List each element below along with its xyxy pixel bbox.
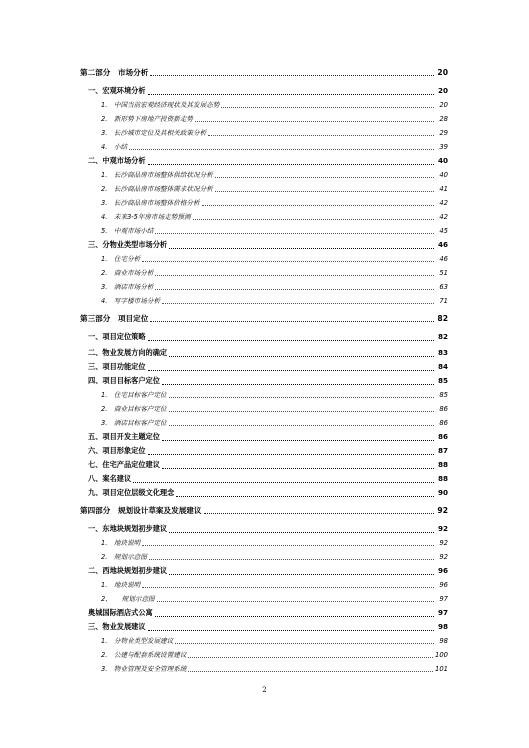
- toc-entry-title: 3. 长沙商品房市场整体价格分析: [101, 199, 200, 207]
- toc-entry-page: 86: [439, 419, 448, 427]
- toc-entry[interactable]: [80, 505, 448, 517]
- toc-entry[interactable]: [101, 295, 448, 307]
- toc-entry[interactable]: [101, 537, 448, 549]
- toc-entry[interactable]: [101, 403, 448, 415]
- toc-entry-title: 1. 地块说明: [101, 539, 141, 547]
- dot-leader: [157, 601, 434, 602]
- dot-leader: [155, 275, 434, 276]
- dot-leader: [162, 440, 434, 441]
- toc-entry-page: 84: [437, 362, 448, 371]
- toc-entry-page: 28: [439, 115, 448, 123]
- toc-entry[interactable]: [88, 523, 448, 535]
- dot-leader: [148, 454, 434, 455]
- toc-entry-page: 92: [439, 553, 448, 561]
- toc-entry-page: 92: [439, 539, 448, 547]
- dot-leader: [129, 149, 434, 150]
- toc-entry-title: 2. 长沙商品房市场整体需求状况分析: [101, 185, 213, 193]
- toc-entry-page: 96: [439, 581, 448, 589]
- toc-entry[interactable]: [101, 99, 448, 111]
- toc-entry-page: 40: [439, 171, 448, 179]
- dot-leader: [142, 545, 434, 546]
- dot-leader: [202, 205, 434, 206]
- toc-entry-title: 3. 长沙城市定位及其相关政策分析: [101, 129, 207, 137]
- toc-entry-title: 三、分物业类型市场分析: [88, 240, 168, 249]
- dot-leader: [169, 397, 434, 398]
- toc-entry-page: 63: [439, 283, 448, 291]
- toc-entry[interactable]: [88, 347, 448, 359]
- toc-entry-page: 46: [437, 240, 448, 249]
- toc-entry-title: 4. 小结: [101, 143, 128, 151]
- toc-entry-title: 第四部分 规划设计草案及发展建议: [80, 506, 202, 515]
- dot-leader: [169, 425, 434, 426]
- toc-entry-page: 46: [439, 255, 448, 263]
- toc-entry-title: 1. 长沙商品房市场整体供给状况分析: [101, 171, 213, 179]
- page-number: 2: [262, 686, 267, 694]
- toc-entry[interactable]: [88, 155, 448, 167]
- toc-entry-page: 39: [439, 143, 448, 151]
- toc-entry[interactable]: [88, 565, 448, 577]
- toc-entry-title: 第二部分 市场分析: [80, 68, 149, 77]
- dot-leader: [133, 482, 434, 483]
- toc-entry-page: 29: [439, 129, 448, 137]
- toc-entry[interactable]: [101, 197, 448, 209]
- dot-leader: [215, 177, 434, 178]
- toc-entry-page: 51: [439, 269, 448, 277]
- toc-entry-page: 92: [437, 524, 448, 533]
- toc-entry[interactable]: [101, 649, 448, 661]
- toc-entry-title: 九、项目定位层级文化理念: [88, 488, 175, 497]
- toc-entry[interactable]: [101, 267, 448, 279]
- toc-entry-title: 1. 分物业类型发展建议: [101, 637, 174, 645]
- toc-entry[interactable]: [101, 281, 448, 293]
- toc-entry-page: 92: [437, 506, 448, 515]
- dot-leader: [155, 233, 434, 234]
- toc-entry-title: 4. 未来3-5年房市场走势预测: [101, 213, 191, 221]
- toc-entry-page: 86: [437, 432, 448, 441]
- toc-entry-page: 100: [435, 651, 448, 659]
- toc-entry-title: 二、西地块规划初步建议: [88, 566, 168, 575]
- dot-leader: [169, 411, 434, 412]
- toc-entry[interactable]: [88, 431, 448, 443]
- toc-entry-page: 85: [439, 391, 448, 399]
- toc-entry[interactable]: [101, 635, 448, 647]
- toc-entry[interactable]: [88, 85, 448, 97]
- toc-entry-title: 1. 住宅分析: [101, 255, 141, 263]
- toc-entry-title: 2、 规划示意图: [101, 595, 155, 603]
- toc-entry-title: 3. 酒店目标客户定位: [101, 419, 167, 427]
- toc-entry-title: 1. 中国当前宏观经济现状及其发展态势: [101, 101, 220, 109]
- toc-entry[interactable]: [88, 239, 448, 251]
- dot-leader: [195, 121, 434, 122]
- dot-leader: [148, 340, 434, 341]
- dot-leader: [155, 616, 434, 617]
- toc-entry-title: 2. 商业市场分析: [101, 269, 154, 277]
- toc-entry-title: 第三部分 项目定位: [80, 314, 149, 323]
- toc-entry[interactable]: [88, 375, 448, 387]
- dot-leader: [162, 303, 434, 304]
- toc-entry-title: 一、宏观环境分析: [88, 86, 146, 95]
- dot-leader: [169, 574, 434, 575]
- toc-entry-page: 82: [437, 314, 448, 323]
- dot-leader: [169, 356, 434, 357]
- toc-entry[interactable]: [101, 417, 448, 429]
- dot-leader: [176, 496, 434, 497]
- toc-entry[interactable]: [80, 67, 448, 79]
- toc-entry-title: 2. 公建与配套系统设置建议: [101, 651, 187, 659]
- toc-entry[interactable]: [101, 113, 448, 125]
- toc-entry-title: 4. 写字楼市场分析: [101, 297, 161, 305]
- dot-leader: [208, 135, 434, 136]
- toc-entry[interactable]: [101, 141, 448, 153]
- toc-entry[interactable]: [88, 487, 448, 499]
- toc-entry-title: 二、中观市场分析: [88, 156, 146, 165]
- toc-entry[interactable]: [101, 579, 448, 591]
- dot-leader: [215, 191, 434, 192]
- toc-entry-page: 97: [439, 595, 448, 603]
- dot-leader: [169, 532, 434, 533]
- toc-entry-title: 奥城国际酒店式公寓: [88, 608, 153, 617]
- toc-entry-page: 88: [437, 460, 448, 469]
- toc-entry-title: 一、项目定位策略: [88, 332, 146, 341]
- toc-entry-page: 71: [439, 297, 448, 305]
- toc-entry-page: 101: [435, 665, 448, 673]
- toc-entry-page: 98: [437, 622, 448, 631]
- toc-entry-page: 87: [437, 446, 448, 455]
- toc-entry[interactable]: [101, 211, 448, 223]
- toc-entry-page: 86: [439, 405, 448, 413]
- dot-leader: [142, 587, 434, 588]
- toc-entry-title: 七、住宅产品定位建议: [88, 460, 160, 469]
- toc-entry-page: 20: [437, 86, 448, 95]
- toc-entry[interactable]: [101, 225, 448, 237]
- toc-entry-title: 1. 住宅目标客户定位: [101, 391, 167, 399]
- toc-entry-title: 三、物业发展建议: [88, 622, 146, 631]
- toc-entry-title: 三、项目功能定位: [88, 362, 146, 371]
- toc-entry-title: 六、项目形象定位: [88, 446, 146, 455]
- toc-entry-page: 40: [437, 156, 448, 165]
- toc-entry-page: 96: [437, 566, 448, 575]
- toc-entry-page: 98: [439, 637, 448, 645]
- dot-leader: [155, 289, 434, 290]
- toc-entry-title: 2. 商业目标客户定位: [101, 405, 167, 413]
- dot-leader: [148, 630, 434, 631]
- dot-leader: [193, 219, 434, 220]
- toc-entry-title: 四、项目目标客户定位: [88, 376, 160, 385]
- toc-entry[interactable]: [101, 127, 448, 139]
- dot-leader: [150, 321, 434, 322]
- toc-entry[interactable]: [88, 445, 448, 457]
- toc-entry-page: 82: [437, 332, 448, 341]
- toc-entry-title: 2. 新形势下房地产投资新走势: [101, 115, 194, 123]
- toc-entry-page: 85: [437, 376, 448, 385]
- toc-entry-page: 88: [437, 474, 448, 483]
- toc-entry-page: 41: [439, 185, 448, 193]
- toc-entry[interactable]: [101, 389, 448, 401]
- toc-entry-page: 42: [439, 213, 448, 221]
- toc-entry[interactable]: [101, 169, 448, 181]
- toc-entry[interactable]: [101, 253, 448, 265]
- dot-leader: [175, 643, 434, 644]
- toc-entry[interactable]: [88, 621, 448, 633]
- toc-entry-title: 二、物业发展方向的确定: [88, 348, 168, 357]
- toc-entry-title: 1. 地块说明: [101, 581, 141, 589]
- dot-leader: [148, 370, 434, 371]
- toc-entry-title: 2. 规划示意图: [101, 553, 147, 561]
- toc-entry[interactable]: [88, 331, 448, 343]
- toc-entry[interactable]: [101, 551, 448, 563]
- toc-entry[interactable]: [88, 607, 448, 619]
- toc-entry-title: 3. 物业管理及安全管理系统: [101, 665, 187, 673]
- toc-entry-page: 45: [439, 227, 448, 235]
- dot-leader: [221, 107, 434, 108]
- toc-entry-page: 20: [439, 101, 448, 109]
- dot-leader: [204, 513, 435, 514]
- toc-entry-page: 83: [437, 348, 448, 357]
- toc-entry[interactable]: [88, 473, 448, 485]
- toc-entry-title: 5. 中观市场小结: [101, 227, 154, 235]
- toc-entry[interactable]: [101, 593, 448, 605]
- toc-entry-page: 42: [439, 199, 448, 207]
- toc-entry-title: 五、项目开发主题定位: [88, 432, 160, 441]
- toc-entry-title: 3. 酒店市场分析: [101, 283, 154, 291]
- toc-entry[interactable]: [80, 313, 448, 325]
- dot-leader: [162, 468, 434, 469]
- dot-leader: [148, 164, 434, 165]
- toc-entry-title: 八、案名建议: [88, 474, 132, 483]
- dot-leader: [169, 248, 434, 249]
- dot-leader: [150, 75, 434, 76]
- dot-leader: [149, 559, 434, 560]
- dot-leader: [148, 94, 434, 95]
- dot-leader: [142, 261, 434, 262]
- dot-leader: [188, 671, 433, 672]
- dot-leader: [162, 384, 434, 385]
- toc-entry[interactable]: [101, 663, 448, 675]
- toc-entry[interactable]: [101, 183, 448, 195]
- toc-entry[interactable]: [88, 361, 448, 373]
- toc-entry[interactable]: [88, 459, 448, 471]
- toc-entry-title: 一、东地块规划初步建议: [88, 524, 168, 533]
- toc-entry-page: 20: [437, 68, 448, 77]
- toc-entry-page: 97: [437, 608, 448, 617]
- toc-entry-page: 90: [437, 488, 448, 497]
- dot-leader: [188, 657, 433, 658]
